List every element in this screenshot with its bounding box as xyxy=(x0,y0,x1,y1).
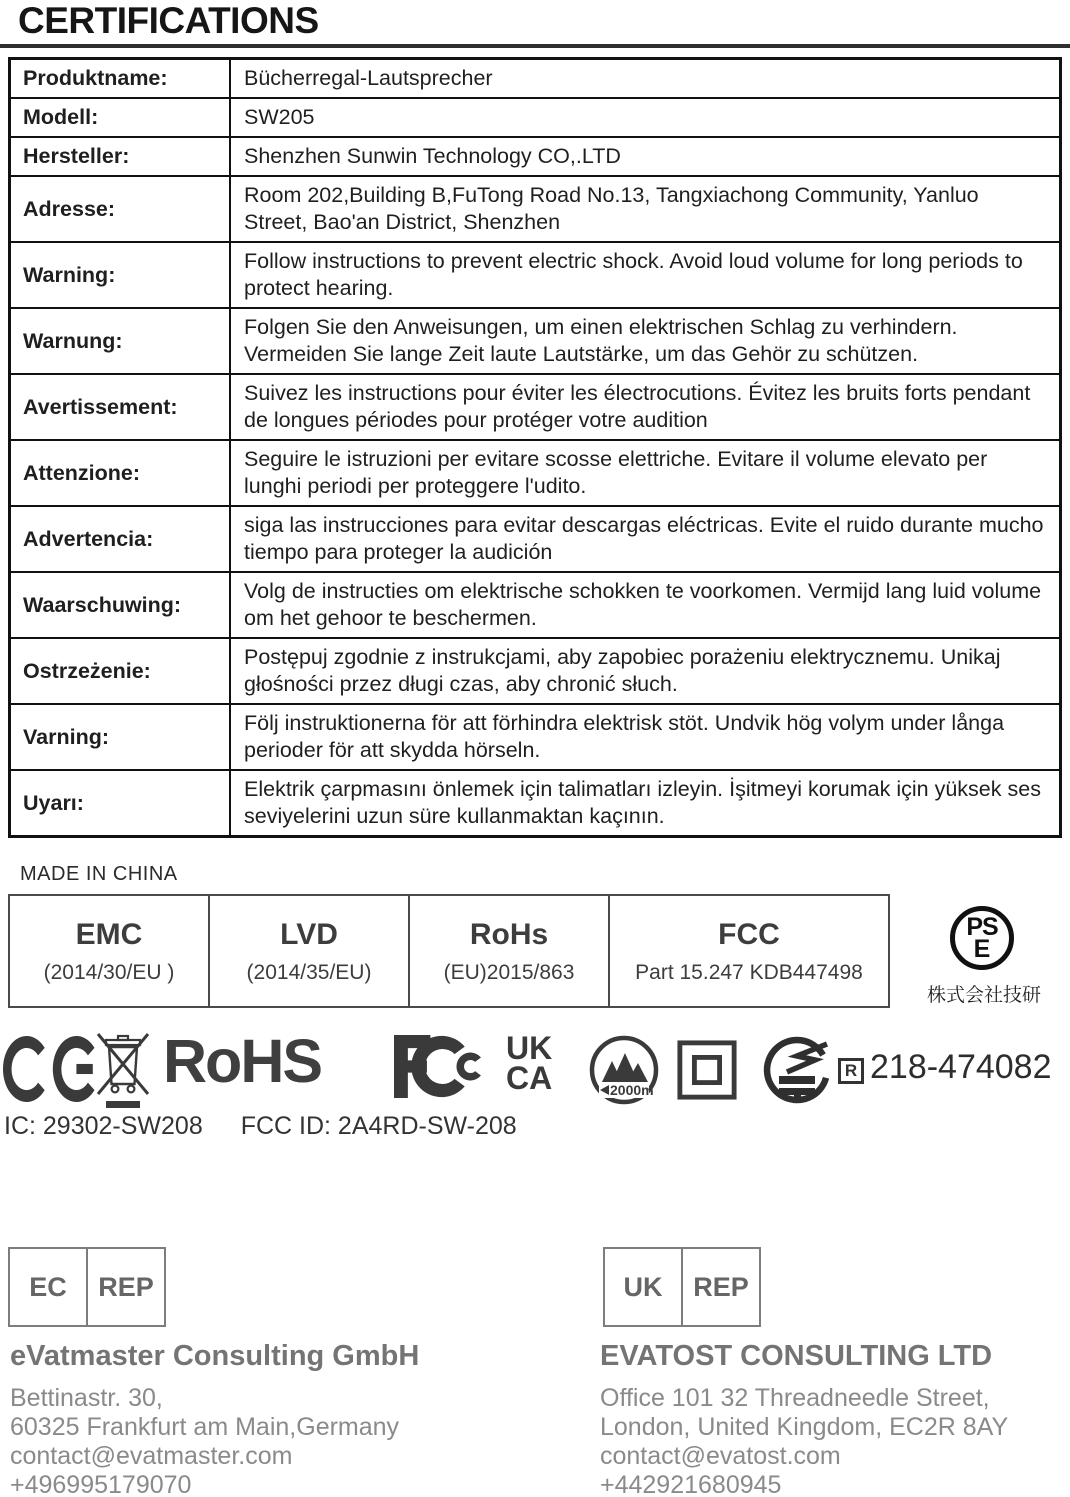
product-info-table xyxy=(8,57,1062,838)
giteki-mark-icon xyxy=(762,1032,834,1113)
row-value: Seguire le istruzioni per evitare scosse elettriche. Evitare il volume elevato per lunghi periodi per proteggere l'udito. xyxy=(230,440,1061,506)
pse-mark-icon xyxy=(950,906,1014,970)
cert-cell-emc xyxy=(10,896,210,1006)
row-value: Bücherregal-Lautsprecher xyxy=(230,59,1061,99)
pse-mark-text-bottom: E xyxy=(973,935,991,963)
ec-rep-box xyxy=(8,1247,166,1327)
ec-rep-right: REP xyxy=(98,1271,154,1302)
table-row xyxy=(10,572,1061,638)
cert-cell-rohs xyxy=(410,896,610,1006)
title-rule xyxy=(0,44,1070,48)
row-label: Adresse: xyxy=(10,176,231,242)
ids-line xyxy=(4,1112,555,1141)
row-label: Ostrzeżenie: xyxy=(10,638,231,704)
row-label: Modell: xyxy=(10,98,231,137)
weee-bin-icon xyxy=(96,1032,150,1115)
table-row xyxy=(10,374,1061,440)
address-line: +496995179070 xyxy=(10,1471,192,1497)
ukca-top: UK xyxy=(506,1030,553,1066)
cert-cell-fcc xyxy=(610,896,888,1006)
uk-rep-box xyxy=(603,1247,761,1327)
cert-sub: (EU)2015/863 xyxy=(443,960,575,984)
row-value: Room 202,Building B,FuTong Road No.13, Tangxiachong Community, Yanluo Street, Bao'an District, Shenzhen xyxy=(230,176,1061,242)
certification-logos-row xyxy=(0,1027,1070,1112)
uk-rep-right: REP xyxy=(693,1271,749,1302)
row-label: Waarschuwing: xyxy=(10,572,231,638)
address-line: London, United Kingdom, EC2R 8AY xyxy=(600,1413,1009,1441)
table-row xyxy=(10,308,1061,374)
address-line: contact@evatmaster.com xyxy=(10,1442,293,1470)
address-line: Office 101 32 Threadneedle Street, xyxy=(600,1384,990,1412)
row-label: Warnung: xyxy=(10,308,231,374)
uk-rep-left: UK xyxy=(605,1249,683,1325)
rohs-mark-text: RoHS xyxy=(163,1027,322,1095)
radio-r-box-icon xyxy=(838,1058,864,1084)
certification-standards-table xyxy=(8,894,890,1008)
ukca-bottom: CA xyxy=(506,1060,553,1096)
table-row xyxy=(10,704,1061,770)
row-label: Attenzione: xyxy=(10,440,231,506)
row-label: Uyarı: xyxy=(10,770,231,837)
row-value: Följ instruktionerna för att förhindra elektrisk stöt. Undvik hög volym under långa perioder för att skydda hörseln. xyxy=(230,704,1061,770)
uk-rep-company: EVATOST CONSULTING LTD xyxy=(600,1340,993,1372)
altitude-label: 2000m xyxy=(610,1082,654,1098)
table-row xyxy=(10,98,1061,137)
ec-rep-address xyxy=(10,1384,399,1497)
row-value: SW205 xyxy=(230,98,1061,137)
row-value: Postępuj zgodnie z instrukcjami, aby zapobiec porażeniu elektrycznemu. Unikaj głośności przez długi czas, aby chronić słuch. xyxy=(230,638,1061,704)
table-row xyxy=(10,242,1061,308)
address-line: 60325 Frankfurt am Main,Germany xyxy=(10,1413,400,1441)
ic-id: IC: 29302-SW208 xyxy=(4,1112,203,1140)
row-value: Elektrik çarpmasını önlemek için talimatları izleyin. İşitmeyi korumak için yüksek ses seviyelerini uzun süre kullanmaktan kaçının. xyxy=(230,770,1061,837)
row-label: Varning: xyxy=(10,704,231,770)
row-value: Suivez les instructions pour éviter les électrocutions. Évitez les bruits forts pendant de longues périodes pour protéger votre audition xyxy=(230,374,1061,440)
page-title: CERTIFICATIONS xyxy=(18,0,319,41)
pse-company-caption: 株式会社技研 xyxy=(926,985,1041,1006)
table-row xyxy=(10,176,1061,242)
row-value: Follow instructions to prevent electric shock. Avoid loud volume for long periods to protect hearing. xyxy=(230,242,1061,308)
row-label: Hersteller: xyxy=(10,137,231,176)
row-label: Advertencia: xyxy=(10,506,231,572)
uk-rep-address xyxy=(600,1384,1008,1497)
row-value: siga las instrucciones para evitar descargas eléctricas. Evite el ruido durante mucho tiempo para proteger la audición xyxy=(230,506,1061,572)
cert-name: EMC xyxy=(75,917,143,951)
radio-certification-number: 218-474082 xyxy=(870,1048,1052,1086)
made-in-china-label: MADE IN CHINA xyxy=(20,863,178,885)
ce-mark-icon xyxy=(3,1036,100,1107)
row-value: Folgen Sie den Anweisungen, um einen elektrischen Schlag zu verhindern. Vermeiden Sie lange Zeit laute Lautstärke, um das Gehör zu schützen. xyxy=(230,308,1061,374)
altitude-2000m-icon xyxy=(588,1034,660,1111)
cert-sub: (2014/30/EU ) xyxy=(43,960,175,984)
table-row xyxy=(10,137,1061,176)
row-label: Avertissement: xyxy=(10,374,231,440)
cert-cell-lvd xyxy=(210,896,410,1006)
cert-name: RoHs xyxy=(469,917,549,951)
ukca-mark-text xyxy=(506,1030,553,1096)
table-row xyxy=(10,638,1061,704)
row-value: Volg de instructies om elektrische schokken te voorkomen. Vermijd lang luid volume om het gehoor te beschermen. xyxy=(230,572,1061,638)
fcc-mark-icon xyxy=(394,1035,498,1103)
row-label: Warning: xyxy=(10,242,231,308)
double-insulation-icon xyxy=(676,1039,738,1106)
address-line: Bettinastr. 30, xyxy=(10,1384,163,1412)
table-row xyxy=(10,440,1061,506)
table-row xyxy=(10,506,1061,572)
cert-name: FCC xyxy=(718,917,780,951)
ec-rep-company: eVatmaster Consulting GmbH xyxy=(10,1340,420,1372)
ec-rep-left: EC xyxy=(10,1249,88,1325)
row-value: Shenzhen Sunwin Technology CO,.LTD xyxy=(230,137,1061,176)
r-box-letter: R xyxy=(844,1061,858,1080)
cert-sub: Part 15.247 KDB447498 xyxy=(635,960,863,984)
table-row xyxy=(10,770,1061,837)
cert-name: LVD xyxy=(280,917,338,951)
cert-sub: (2014/35/EU) xyxy=(246,960,372,984)
address-line: +442921680945 xyxy=(600,1471,782,1497)
address-line: contact@evatost.com xyxy=(600,1442,841,1470)
row-label: Produktname: xyxy=(10,59,231,99)
pse-mark-text-top: PS xyxy=(966,913,998,941)
table-row xyxy=(10,59,1061,99)
fcc-id: FCC ID: 2A4RD-SW-208 xyxy=(240,1112,517,1140)
